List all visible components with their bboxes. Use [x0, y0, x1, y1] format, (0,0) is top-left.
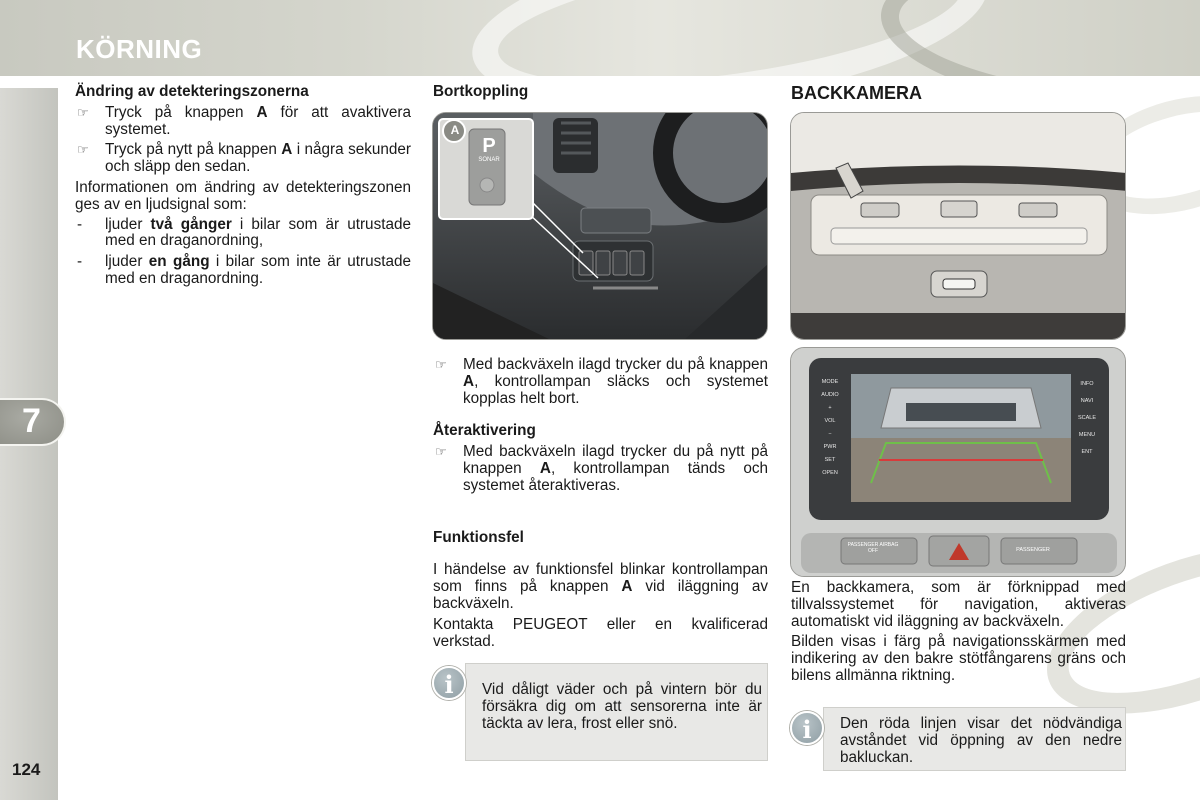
text: , kontrollampan släcks och systemet kopplas helt bort. [463, 372, 768, 407]
info-button[interactable]: INFO [1080, 381, 1094, 387]
audio-button[interactable]: AUDIO [821, 392, 839, 398]
paragraph [433, 562, 768, 612]
tailgate-illustration [791, 113, 1126, 340]
callout-badge-a: A [450, 123, 460, 137]
key-label: A [256, 103, 268, 121]
heading-disable: Bortkoppling [433, 83, 529, 100]
column-camera [791, 580, 1126, 685]
paragraph: Informationen om ändring av detekteringszonen ges av en ljudsignal som: [75, 178, 411, 213]
heading-reactivate: Återaktivering [433, 422, 536, 440]
pointing-hand-icon: ☞ [435, 444, 447, 460]
info-box [823, 707, 1126, 771]
list-item [433, 444, 768, 494]
screen-right-buttons [1073, 376, 1101, 461]
set-button[interactable]: SET [824, 457, 836, 463]
text: , kontrollampan tänds och systemet återaktiveras. [463, 459, 768, 494]
heading-zone-change: Ändring av detekteringszonerna [75, 83, 309, 100]
paragraph: Bilden visas i färg på navigationsskärmen med indikering av den bakre stötfångarens gräns och bilens allmänna riktning. [791, 633, 1126, 684]
info-glyph: i [444, 670, 454, 699]
text: i bilar som inte är utrustade med en draganordning. [105, 253, 411, 287]
emphasis: en gång [148, 253, 210, 271]
info-glyph: i [802, 715, 812, 744]
list-item [433, 357, 768, 407]
text: vid iläggning av backväxeln. [433, 578, 769, 612]
heading-fault: Funktionsfel [433, 528, 524, 546]
volume-down-button[interactable]: − [828, 431, 832, 437]
text: Med backväxeln ilagd trycker du på nytt på knappen [463, 443, 768, 477]
text: I händelse av funktionsfel blinkar kontrollampan som finns på knappen [433, 561, 768, 596]
key-label: A [539, 459, 551, 477]
text: Tryck på nytt på knappen [105, 141, 282, 159]
pointing-hand-icon: ☞ [77, 142, 89, 158]
paragraph: En backkamera, som är förknippad med tillvalssystemet för navigation, aktiveras automatiskt vid iläggning av backväxeln. [791, 579, 1126, 630]
airbag-off-label: PASSENGER AIRBAG OFF [847, 542, 899, 554]
list-item [75, 217, 411, 251]
text: ljuder [105, 215, 151, 233]
parking-symbol: P [482, 135, 496, 157]
volume-label: VOL [824, 418, 836, 424]
text: Tryck på knappen [105, 103, 257, 121]
power-button[interactable]: PWR [823, 444, 837, 450]
page-header [0, 0, 1200, 76]
key-label: A [281, 141, 293, 159]
chapter-number: 7 [22, 402, 41, 440]
pointing-hand-icon: ☞ [435, 357, 447, 372]
enter-button[interactable]: ENT [1081, 449, 1093, 455]
key-label: A [621, 578, 633, 596]
section-title: BACKKAMERA [791, 83, 922, 103]
list-item [75, 105, 411, 139]
column-disable [433, 357, 768, 650]
text: för att avaktivera systemet. [105, 103, 411, 138]
pointing-hand-icon: ☞ [77, 104, 89, 120]
column-zones [75, 84, 411, 288]
dash-marker: - [77, 215, 83, 233]
page-number: 124 [12, 760, 41, 779]
emphasis: två gånger [150, 215, 232, 233]
navi-button[interactable]: NAVI [1080, 398, 1094, 404]
dashboard-figure [432, 112, 768, 340]
passenger-label: PASSENGER [1016, 547, 1050, 553]
text: i bilar som är utrustade med en draganordning, [105, 215, 411, 250]
tailgate-figure [790, 112, 1126, 340]
info-text: Vid dåligt väder och på vintern bör du försäkra dig om att sensorerna inte är täckta av lera, frost eller snö. [482, 681, 762, 732]
paragraph: Kontakta PEUGEOT eller en kvalificerad verkstad. [433, 615, 768, 650]
mode-button[interactable]: MODE [821, 379, 839, 385]
scale-button[interactable]: SCALE [1077, 415, 1097, 421]
navigation-screen-figure [790, 347, 1126, 577]
dash-marker: - [77, 253, 83, 271]
info-icon [432, 666, 466, 700]
text: i några sekunder och släpp den sedan. [105, 141, 411, 176]
header-decoration [873, 0, 1200, 76]
page-title: KÖRNING [76, 34, 203, 64]
info-icon [790, 711, 824, 745]
list-item [75, 142, 411, 176]
info-text: Den röda linjen visar det nödvändiga avståndet vid öppning av den nedre bakluckan. [840, 715, 1122, 766]
sonar-label: SONAR [478, 157, 500, 163]
volume-up-button[interactable]: + [828, 405, 832, 411]
screen-left-buttons [817, 376, 843, 480]
menu-button[interactable]: MENU [1078, 432, 1096, 438]
text: ljuder [105, 253, 149, 271]
info-box [465, 663, 768, 761]
text: Med backväxeln ilagd trycker du på knappen [463, 356, 768, 373]
open-button[interactable]: OPEN [822, 470, 838, 476]
key-label: A [463, 372, 475, 390]
list-item [75, 254, 411, 288]
